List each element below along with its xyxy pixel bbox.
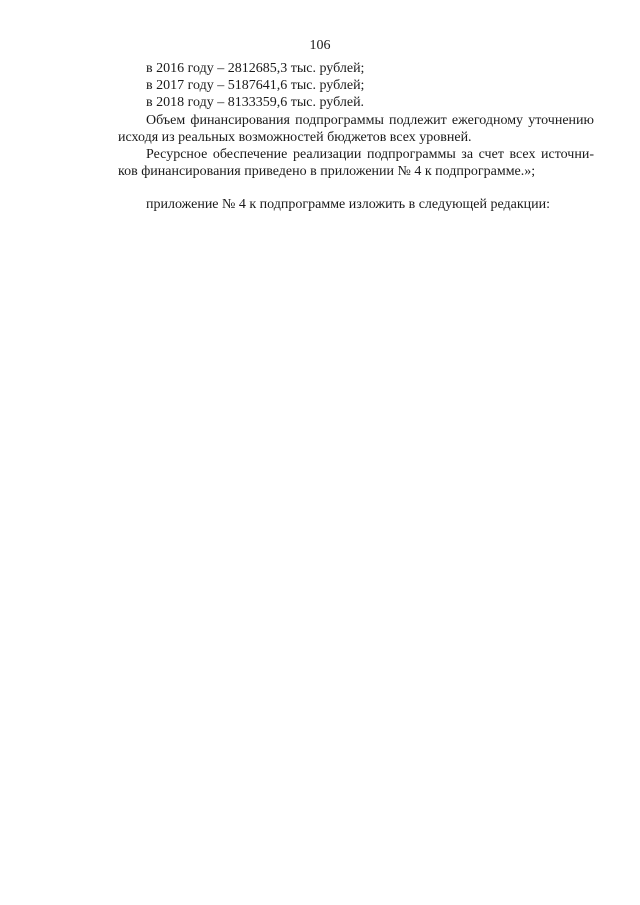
volume-paragraph-line2: исходя из реальных возможностей бюджетов всех уровней. — [118, 129, 472, 145]
resource-paragraph-line1: Ресурсное обеспечение реализации подпрограммы за счет всех источни- — [146, 147, 594, 163]
document-body — [118, 60, 594, 214]
funding-year-2018: в 2018 году – 8133359,6 тыс. рублей. — [146, 95, 365, 111]
resource-paragraph-line2: ков финансирования приведено в приложении № 4 к подпрограмме.»; — [118, 164, 536, 180]
funding-year-2017: в 2017 году – 5187641,6 тыс. рублей; — [146, 78, 365, 94]
appendix-note: приложение № 4 к подпрограмме изложить в следующей редакции: — [146, 197, 551, 213]
volume-paragraph-line1: Объем финансирования подпрограммы подлежит ежегодному уточнению — [146, 112, 594, 128]
page-number: 106 — [309, 38, 331, 53]
funding-year-2016: в 2016 году – 2812685,3 тыс. рублей; — [146, 61, 365, 76]
paragraph-gap — [118, 180, 594, 196]
